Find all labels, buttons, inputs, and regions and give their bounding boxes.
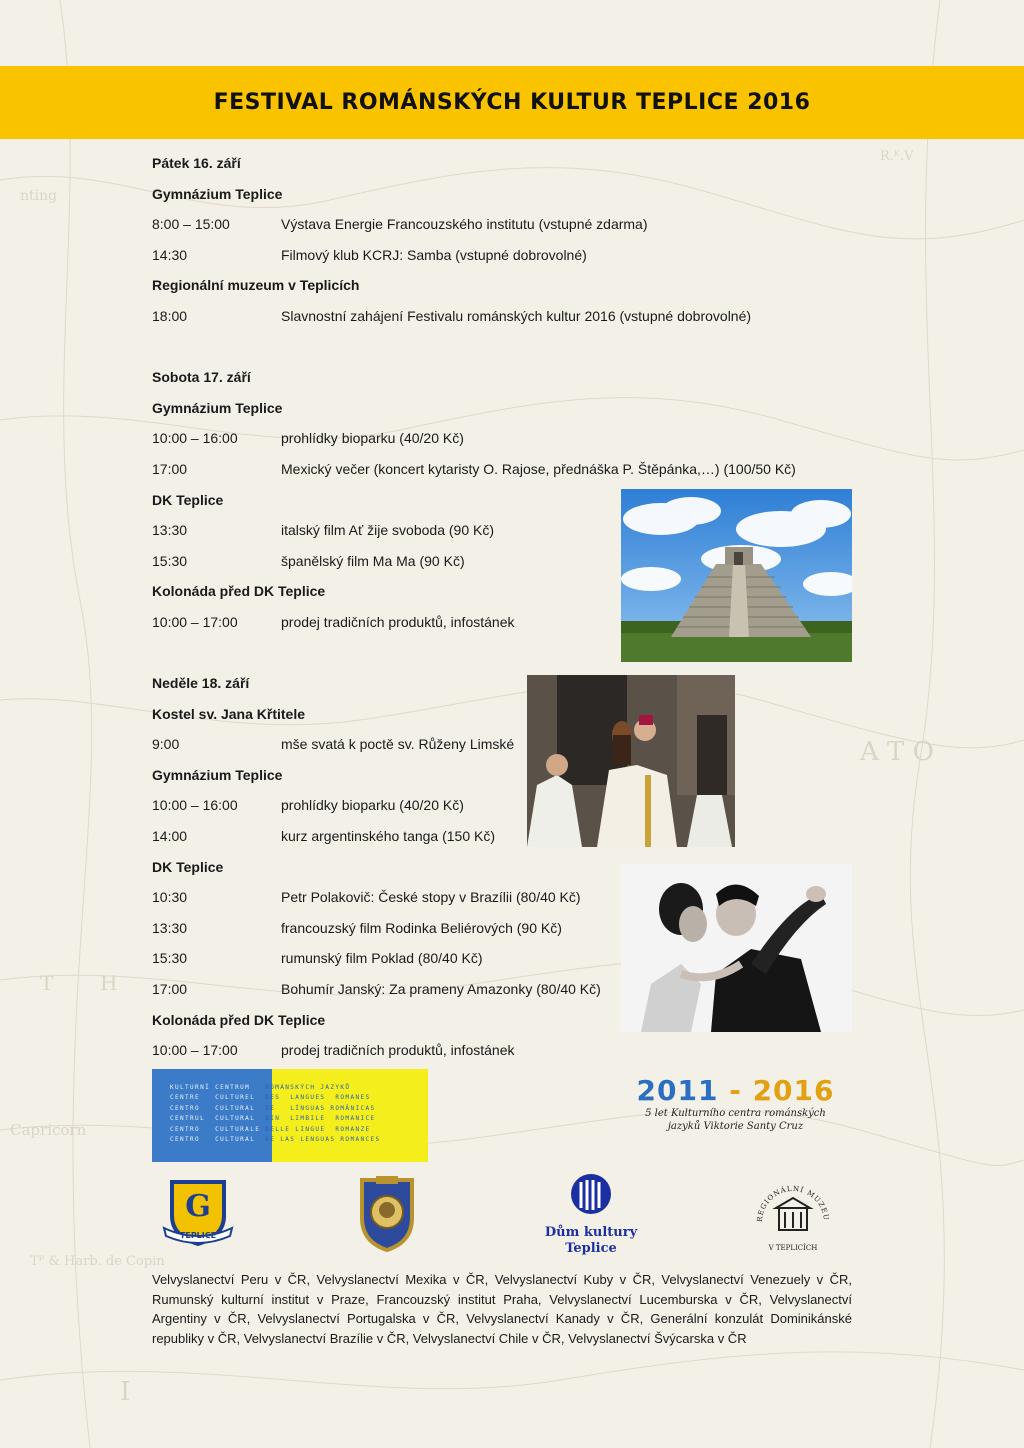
dum-kultury-name: Dům kultury	[544, 1225, 638, 1240]
kcrj-logo-text: DE LAS LENGUAS ROMANCES	[265, 1136, 381, 1144]
event-row	[152, 423, 872, 454]
event-time: 17:00	[152, 460, 188, 477]
anniversary-start-year: 2011	[636, 1074, 719, 1107]
event-time: 15:30	[152, 552, 188, 569]
day-heading-sunday: Neděle 18. září	[152, 675, 250, 692]
kcrj-logo-row	[170, 1083, 408, 1093]
dum-kultury-logo	[535, 1172, 647, 1262]
pyramid-photo	[621, 489, 852, 662]
venue-heading: Gymnázium Teplice	[152, 766, 283, 783]
dum-kultury-emblem-icon	[567, 1172, 615, 1220]
event-row	[152, 209, 872, 240]
venue-heading: Kolonáda před DK Teplice	[152, 1011, 326, 1028]
svg-text:Capricorn: Capricorn	[10, 1121, 87, 1139]
kcrj-logo-row	[170, 1093, 408, 1103]
page-title: FESTIVAL ROMÁNSKÝCH KULTUR TEPLICE 2016	[213, 90, 811, 115]
event-text: Mexický večer (koncert kytaristy O. Rajose, přednáška P. Štěpánka,…) (100/50 Kč)	[281, 460, 796, 477]
tango-dancers-photo	[621, 864, 852, 1032]
partners-footer: Velvyslanectví Peru v ČR, Velvyslanectví Mexika v ČR, Velvyslanectví Kuby v ČR, Velvyslanectví Venezuely v ČR, Rumunský kulturní institut v Praze, Francouzský institut Praha, Velvyslanectví Lucemburska v ČR, Velvyslanectví Argentiny v ČR, Velvyslanectví Portugalska v ČR, Velvyslanectví Kanady v ČR, Generální konzulát Dominikánské republiky v ČR, Velvyslanectví Brazílie v ČR, Velvyslanectví Chile v ČR, Velvyslanectví Švýcarska v ČR	[152, 1272, 852, 1346]
event-text: prohlídky bioparku (40/20 Kč)	[281, 430, 464, 447]
event-text: Filmový klub KCRJ: Samba (vstupné dobrovolné)	[281, 246, 587, 263]
gymnazium-teplice-logo	[160, 1178, 236, 1248]
event-text: rumunský film Poklad (80/40 Kč)	[281, 950, 483, 967]
event-row	[152, 729, 872, 760]
anniversary-line: 5 let Kulturního centra románských	[645, 1108, 826, 1119]
event-row	[152, 790, 872, 821]
venue-heading: DK Teplice	[152, 491, 224, 508]
kcrj-logo-row	[170, 1135, 408, 1145]
event-text: prohlídky bioparku (40/20 Kč)	[281, 797, 464, 814]
event-text: Výstava Energie Francouzského institutu (vstupné zdarma)	[281, 216, 648, 233]
day-heading-friday: Pátek 16. září	[152, 155, 241, 171]
event-time: 17:00	[152, 981, 188, 998]
event-time: 10:00 – 16:00	[152, 797, 238, 814]
event-row	[152, 240, 872, 271]
venue-heading: Regionální muzeum v Teplicích	[152, 277, 360, 294]
svg-text:nting: nting	[20, 188, 58, 204]
event-text: španělský film Ma Ma (90 Kč)	[281, 552, 465, 569]
kcrj-logo-text: CENTRUL CULTURAL	[170, 1115, 266, 1123]
event-text: kurz argentinského tanga (150 Kč)	[281, 828, 496, 845]
event-text: Petr Polakovič: České stopy v Brazílii (80/40 Kč)	[281, 889, 581, 906]
dum-kultury-town: Teplice	[565, 1241, 617, 1256]
svg-text:REGIONÁLNÍ MUZEUM: REGIONÁLNÍ MUZEU	[755, 1184, 831, 1223]
svg-text:G: G	[185, 1189, 211, 1224]
kcrj-logo-row	[170, 1114, 408, 1124]
anniversary-end-year: 2016	[752, 1074, 835, 1107]
kcrj-logo-text: CENTRO CULTURAL	[170, 1136, 266, 1144]
event-time: 9:00	[152, 736, 180, 753]
event-text: prodej tradičních produktů, infostánek	[281, 1042, 515, 1059]
event-row	[152, 301, 872, 332]
event-time: 13:30	[152, 919, 188, 936]
svg-text:T: T	[40, 971, 54, 995]
venue-heading: Kostel sv. Jana Křtitele	[152, 705, 306, 722]
kcrj-logo-text: DES LANGUES ROMANES	[265, 1094, 371, 1102]
anniversary-line: jazyků Viktorie Santy Cruz	[667, 1121, 804, 1132]
kcrj-logo-text: CENTRO CULTURAL	[170, 1104, 266, 1112]
svg-text:V TEPLICÍCH: V TEPLICÍCH	[768, 1244, 818, 1252]
day-heading-saturday: Sobota 17. září	[152, 369, 251, 386]
event-text: italský film Ať žije svoboda (90 Kč)	[281, 522, 494, 539]
event-time: 13:30	[152, 522, 188, 539]
svg-text:TEPLICE: TEPLICE	[179, 1231, 217, 1240]
venue-heading: Gymnázium Teplice	[152, 399, 283, 416]
teplice-coat-of-arms-logo	[352, 1174, 422, 1254]
venue-heading: Gymnázium Teplice	[152, 185, 283, 202]
church-procession-photo	[527, 675, 735, 847]
venue-heading: Kolonáda před DK Teplice	[152, 583, 326, 600]
event-time: 15:30	[152, 950, 188, 967]
event-time: 14:30	[152, 246, 188, 263]
event-time: 10:00 – 17:00	[152, 613, 238, 630]
svg-text:A T O: A T O	[860, 737, 934, 767]
kcrj-logo-text: DE LÍNGUAS ROMÂNICAS	[265, 1104, 376, 1112]
event-row	[152, 454, 872, 485]
kcrj-logo-text: DIN LIMBILE ROMANICE	[265, 1115, 376, 1123]
regional-museum-logo	[752, 1176, 834, 1258]
event-text: mše svatá k poctě sv. Růženy Limské	[281, 736, 515, 753]
kcrj-logo	[152, 1069, 428, 1162]
svg-text:Tᴾ & Harb. de Copin: Tᴾ & Harb. de Copin	[30, 1254, 165, 1269]
svg-text:R.ᴷ.V: R.ᴷ.V	[880, 149, 914, 164]
event-time: 8:00 – 15:00	[152, 216, 230, 233]
kcrj-logo-text: DELLE LINGUE ROMANZE	[265, 1125, 371, 1133]
kcrj-logo-text: CENTRE CULTUREL	[170, 1094, 266, 1102]
anniversary-logo: 2011 - 2016 5 let Kulturního centra románských jazyků Viktorie Santy Cruz	[628, 1074, 843, 1154]
kcrj-logo-text: ROMÁNSKÝCH JAZYKŮ	[265, 1084, 351, 1091]
event-text: prodej tradičních produktů, infostánek	[281, 613, 515, 630]
title-banner	[0, 66, 1024, 139]
kcrj-logo-row	[170, 1104, 408, 1114]
event-text: Bohumír Janský: Za prameny Amazonky (80/40 Kč)	[281, 981, 601, 998]
event-time: 10:30	[152, 889, 188, 906]
event-time: 10:00 – 17:00	[152, 1042, 238, 1059]
kcrj-logo-row	[170, 1125, 408, 1135]
event-time: 14:00	[152, 828, 188, 845]
kcrj-logo-text: KULTURNÍ CENTRUM	[170, 1084, 266, 1091]
svg-text:I: I	[120, 1377, 131, 1407]
venue-heading: DK Teplice	[152, 858, 224, 875]
event-row	[152, 1035, 872, 1066]
svg-text:H: H	[100, 971, 118, 995]
event-text: francouzský film Rodinka Beliérových (90 Kč)	[281, 919, 562, 936]
kcrj-logo-text: CENTRO CULTURALE	[170, 1125, 266, 1133]
event-time: 18:00	[152, 307, 188, 324]
event-time: 10:00 – 16:00	[152, 430, 238, 447]
event-row	[152, 821, 872, 852]
event-text: Slavnostní zahájení Festivalu románských kultur 2016 (vstupné dobrovolné)	[281, 307, 752, 324]
